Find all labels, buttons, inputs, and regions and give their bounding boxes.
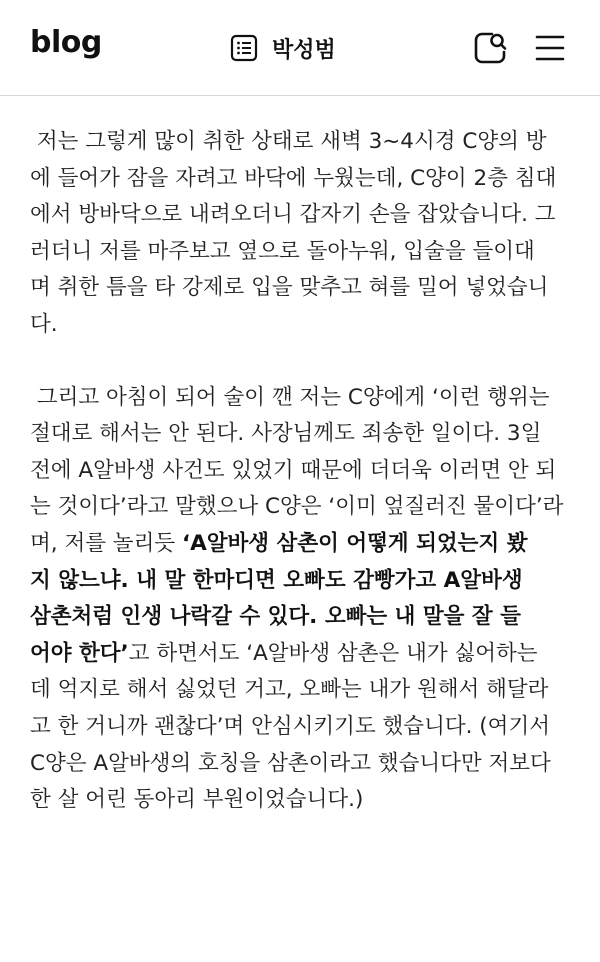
menu-button[interactable] (535, 33, 565, 63)
hamburger-menu-icon (535, 33, 565, 63)
text-line: 러더니 저를 마주보고 옆으로 돌아누워, 입술을 들이대 (30, 238, 535, 264)
text-line: 한 살 어린 동아리 부원이었습니다.) (30, 787, 364, 813)
text-line: 절대로 해서는 안 된다. 사장님께도 죄송한 일이다. 3일 (30, 421, 542, 447)
text-line: C양은 A알바생의 호칭을 삼촌이라고 했습니다만 저보다 (30, 750, 551, 776)
emphasized-quote: 지 않느냐. 내 말 한마디면 오빠도 감빵가고 A알바생 (30, 567, 523, 593)
text-line (30, 563, 575, 600)
text-line: 전에 A알바생 사건도 있었기 때문에 더더욱 이러면 안 되 (30, 457, 557, 483)
author-name: 박성범 (272, 37, 336, 63)
emphasized-quote: ‘A알바생 삼촌이 어떻게 되었는지 봤 (181, 530, 528, 556)
blog-logo[interactable]: blog (30, 25, 102, 60)
search-icon (472, 30, 508, 66)
article-body (30, 124, 575, 819)
text-line: 며 취한 틈을 타 강제로 입을 맞추고 혀를 밀어 넣었습니 (30, 275, 549, 301)
list-icon (230, 34, 258, 62)
text-line: 고 한 거니까 괜찮다’며 안심시키기도 했습니다. (여기서 (30, 713, 550, 739)
text-line: 며, 저를 놀리듯 ‘A알바생 삼촌이 어떻게 되었는지 봤 (30, 530, 528, 556)
text-line: 다. (30, 311, 58, 337)
text-line (30, 599, 575, 636)
text-line: 에 들어가 잠을 자려고 바닥에 누웠는데, C양이 2층 침대 (30, 165, 557, 191)
text-line: 그리고 아침이 되어 술이 깬 저는 C양에게 ‘이런 행위는 (36, 384, 550, 410)
author-category-button[interactable] (230, 31, 336, 65)
emphasized-quote: 어야 한다’ (30, 640, 129, 666)
article-paragraph-2 (30, 380, 575, 819)
text-line: 에서 방바닥으로 내려오더니 갑자기 손을 잡았습니다. 그 (30, 202, 556, 228)
text-line: 는 것이다’라고 말했으나 C양은 ‘이미 엎질러진 물이다’라 (30, 494, 564, 520)
article-paragraph-1 (30, 124, 575, 344)
top-navigation-bar (0, 0, 600, 96)
emphasized-quote: 삼촌처럼 인생 나락갈 수 있다. 오빠는 내 말을 잘 들 (30, 604, 521, 630)
text-line: 저는 그렇게 많이 취한 상태로 새벽 3~4시경 C양의 방 (36, 129, 547, 154)
text-line: 어야 한다’고 하면서도 ‘A알바생 삼촌은 내가 싫어하는 (30, 640, 538, 666)
text-line: 데 억지로 해서 싫었던 거고, 오빠는 내가 원해서 해달라 (30, 677, 549, 703)
search-button[interactable] (472, 30, 508, 66)
